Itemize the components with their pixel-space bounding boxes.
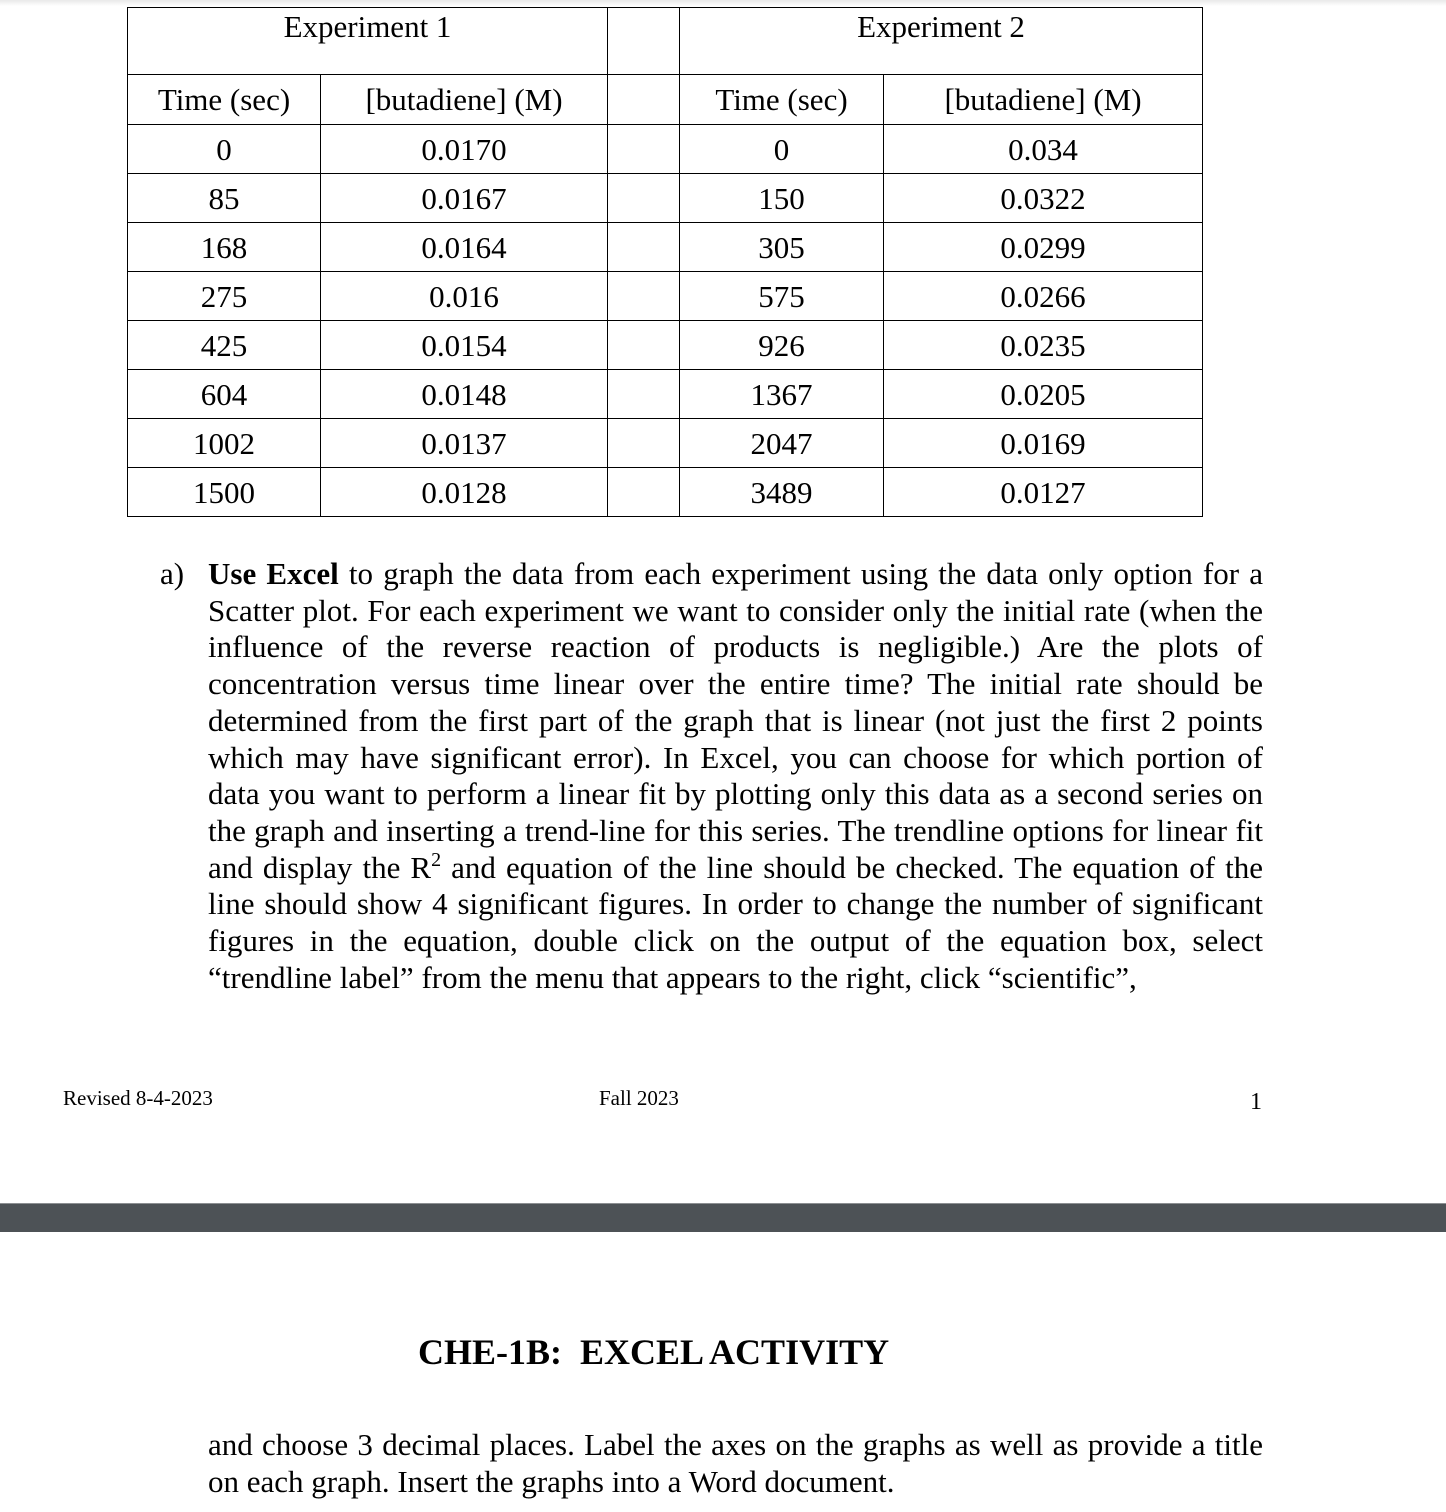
- exp2-time-cell: 0: [680, 125, 884, 174]
- exp1-time-cell: 1002: [128, 419, 321, 468]
- exp1-conc-cell: 0.0167: [321, 174, 608, 223]
- exp2-conc-cell: 0.0322: [884, 174, 1203, 223]
- table-row: [128, 223, 1203, 272]
- exp1-conc-cell: 0.0154: [321, 321, 608, 370]
- exp1-conc-cell: 0.0164: [321, 223, 608, 272]
- page-top-edge: [0, 0, 1446, 6]
- spacer-cell: [608, 468, 680, 517]
- table-row: [128, 468, 1203, 517]
- experiment-2-header: Experiment 2: [680, 8, 1203, 75]
- spacer-cell: [608, 125, 680, 174]
- exp1-time-cell: 85: [128, 174, 321, 223]
- exp1-conc-header: [butadiene] (M): [321, 75, 608, 125]
- footer-revised-date: Revised 8-4-2023: [63, 1086, 213, 1110]
- table-row: [128, 321, 1203, 370]
- spacer-cell: [608, 174, 680, 223]
- exp2-time-cell: 1367: [680, 370, 884, 419]
- table-row: [128, 419, 1203, 468]
- spacer-cell: [608, 419, 680, 468]
- table-row: [128, 370, 1203, 419]
- exp2-time-cell: 3489: [680, 468, 884, 517]
- exp1-time-cell: 604: [128, 370, 321, 419]
- r-squared-superscript: 2: [431, 848, 442, 871]
- continued-question-text: and choose 3 decimal places. Label the axes on the graphs as well as provide a title on each graph. Insert the graphs into a Word document.: [208, 1427, 1263, 1499]
- exp1-time-header: Time (sec): [128, 75, 321, 125]
- spacer-cell: [608, 272, 680, 321]
- spacer-cell: [608, 321, 680, 370]
- exp1-conc-cell: 0.0170: [321, 125, 608, 174]
- question-a: [160, 556, 1263, 996]
- exp1-time-cell: 0: [128, 125, 321, 174]
- experiment-1-header: Experiment 1: [128, 8, 608, 75]
- table-row: [128, 272, 1203, 321]
- exp1-time-cell: 168: [128, 223, 321, 272]
- kinetics-data-table: [127, 7, 1203, 517]
- exp1-conc-cell: 0.0148: [321, 370, 608, 419]
- exp2-time-cell: 575: [680, 272, 884, 321]
- footer-page-number: 1: [1250, 1089, 1262, 1115]
- footer-term: Fall 2023: [599, 1086, 679, 1110]
- exp2-conc-cell: 0.0299: [884, 223, 1203, 272]
- exp1-time-cell: 275: [128, 272, 321, 321]
- question-text-part2: and equation of the line should be checked. The equation of the line should show 4 significant figures. In order to change the number of significant figures in the equation, double click on the output of the equation box, select “trendline label” from the menu that appears to the right, click “scientific”,: [208, 849, 1264, 995]
- exp1-conc-cell: 0.0137: [321, 419, 608, 468]
- exp1-time-cell: 1500: [128, 468, 321, 517]
- question-bold-lead: Use Excel: [208, 556, 339, 591]
- exp2-time-cell: 150: [680, 174, 884, 223]
- exp1-conc-cell: 0.0128: [321, 468, 608, 517]
- page-header-title: CHE-1B: EXCEL ACTIVITY: [418, 1332, 890, 1372]
- exp1-time-cell: 425: [128, 321, 321, 370]
- question-marker: a): [160, 556, 185, 591]
- exp2-conc-cell: 0.0205: [884, 370, 1203, 419]
- experiment-header-row: [128, 8, 1203, 75]
- exp2-conc-cell: 0.034: [884, 125, 1203, 174]
- question-text-part1: to graph the data from each experiment using the data only option for a Scatter plot. For each experiment we want to consider only the initial rate (when the influence of the reverse reaction of products is negligible.) Are the plots of concentration versus time linear over the entire time? The initial rate should be determined from the first part of the graph that is linear (not just the first 2 points which may have significant error). In Excel, you can choose for which portion of data you want to perform a linear fit by plotting only this data as a second series on the graph and inserting a trend-line for this series. The trendline options for linear fit and display the R: [208, 556, 1263, 885]
- spacer-cell: [608, 370, 680, 419]
- spacer-cell: [608, 223, 680, 272]
- spacer-cell: [608, 8, 680, 75]
- exp2-time-cell: 926: [680, 321, 884, 370]
- exp2-conc-cell: 0.0266: [884, 272, 1203, 321]
- exp2-time-cell: 2047: [680, 419, 884, 468]
- exp2-time-cell: 305: [680, 223, 884, 272]
- column-header-row: [128, 75, 1203, 125]
- table-row: [128, 174, 1203, 223]
- exp2-conc-cell: 0.0127: [884, 468, 1203, 517]
- table-row: [128, 125, 1203, 174]
- exp2-conc-cell: 0.0169: [884, 419, 1203, 468]
- question-text: [208, 556, 1263, 996]
- exp2-conc-header: [butadiene] (M): [884, 75, 1203, 125]
- exp1-conc-cell: 0.016: [321, 272, 608, 321]
- exp2-time-header: Time (sec): [680, 75, 884, 125]
- spacer-cell: [608, 75, 680, 125]
- page-separator: [0, 1203, 1446, 1233]
- exp2-conc-cell: 0.0235: [884, 321, 1203, 370]
